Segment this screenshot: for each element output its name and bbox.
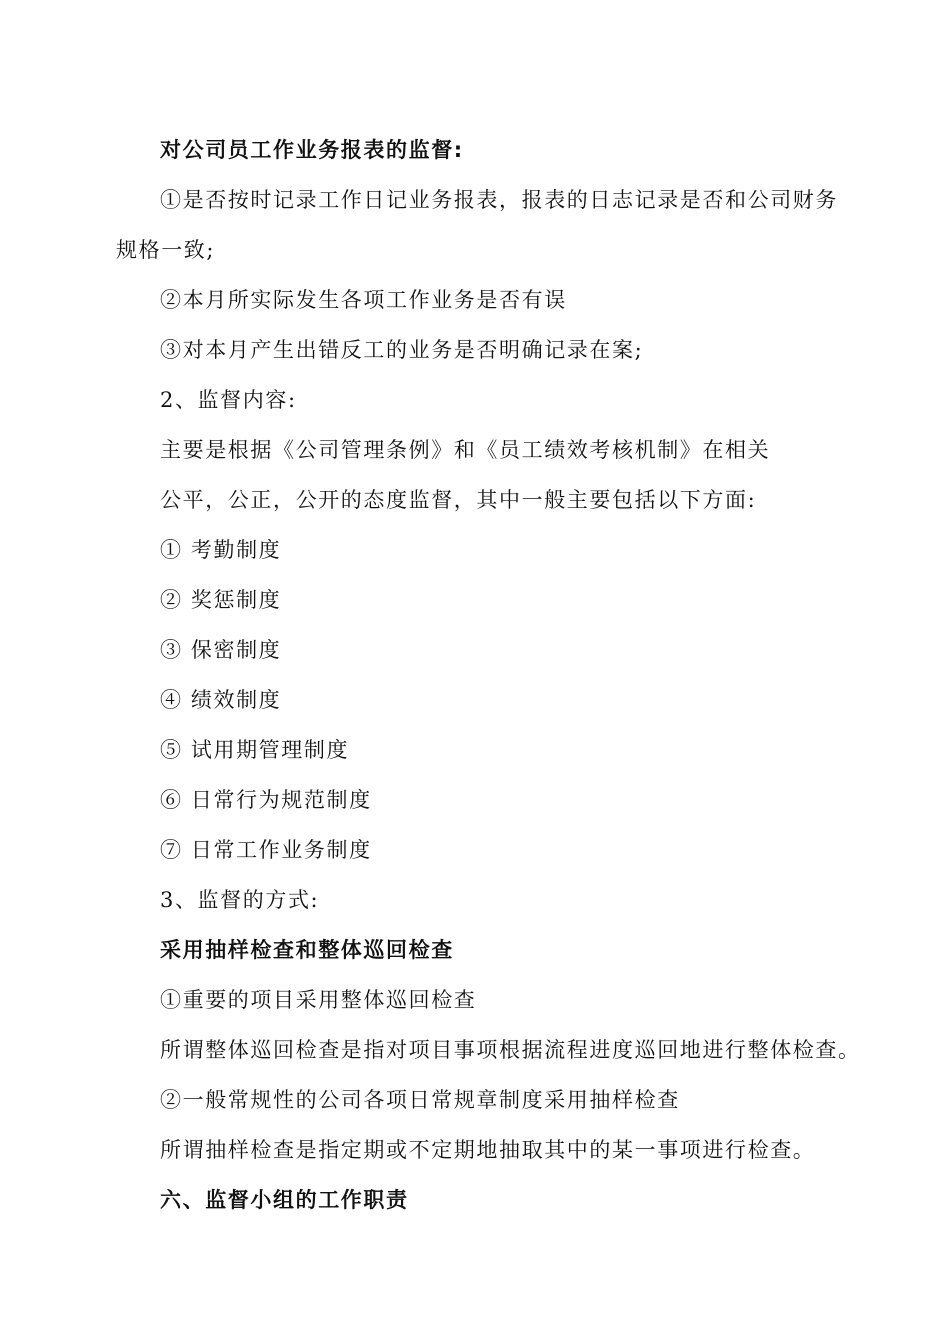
list-item: ⑥ 日常行为规范制度 [160,788,372,812]
list-item: ⑤ 试用期管理制度 [160,738,350,762]
paragraph-line: 所谓整体巡回检查是指对项目事项根据流程进度巡回地进行整体检查。 [160,1038,861,1062]
paragraph-line: 主要是根据《公司管理条例》和《员工绩效考核机制》在相关 [160,438,771,462]
heading-inspection-method: 采用抽样检查和整体巡回检查 [160,938,454,962]
section-heading-method: 3、监督的方式: [160,888,320,912]
heading-section-six: 六、监督小组的工作职责 [160,1188,409,1212]
paragraph-line: 所谓抽样检查是指定期或不定期地抽取其中的某一事项进行检查。 [160,1138,816,1162]
list-item: ① 考勤制度 [160,538,282,562]
section-heading-content: 2、监督内容: [160,388,297,412]
paragraph-line: ①重要的项目采用整体巡回检查 [160,988,477,1012]
paragraph-line: ③对本月产生出错反工的业务是否明确记录在案; [160,338,644,362]
list-item: ④ 绩效制度 [160,688,282,712]
paragraph-line: 公平，公正，公开的态度监督，其中一般主要包括以下方面: [160,488,757,512]
paragraph-line: ②本月所实际发生各项工作业务是否有误 [160,288,567,312]
list-item: ② 奖惩制度 [160,588,282,612]
paragraph-line: ①是否按时记录工作日记业务报表，报表的日志记录是否和公司财务 [160,188,838,212]
list-item: ⑦ 日常工作业务制度 [160,838,372,862]
paragraph-line: ②一般常规性的公司各项日常规章制度采用抽样检查 [160,1088,680,1112]
list-item: ③ 保密制度 [160,638,282,662]
paragraph-line: 规格一致; [116,238,216,262]
heading-report-supervision: 对公司员工作业务报表的监督: [160,138,464,162]
